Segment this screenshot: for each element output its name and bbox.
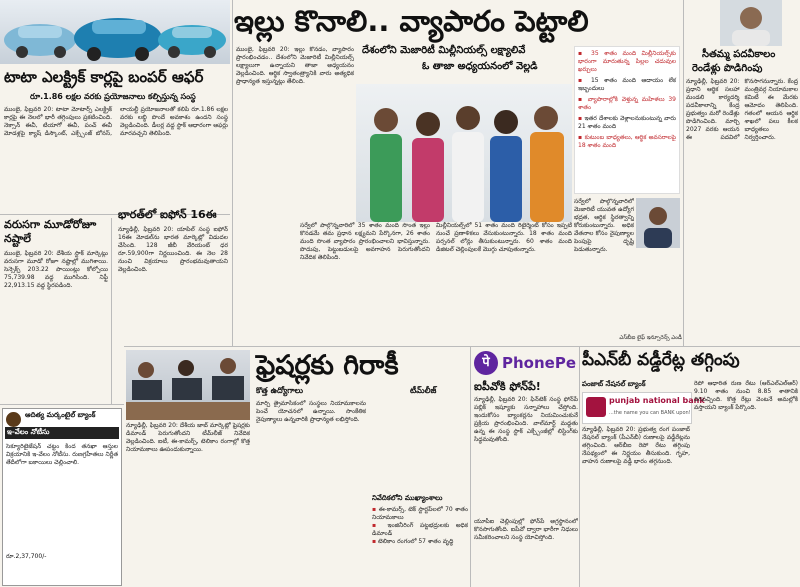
notice-body: సెక్యూరిటైజేషన్ చట్టం కింద తనఖా ఆస్తుల విక్రయానికి ఇ-వేలం నోటీసు. రుణగ్రహీతలు నిర్ణీత తేదీలోగా బకాయిలు చెల్లించాలి.	[6, 443, 118, 466]
executive-caption: ఎస్‌బీఐ లైఫ్ ఇన్సూరెన్స్ ఎండీ	[619, 335, 682, 341]
tata-body: ముంబై, ఫిబ్రవరి 20: టాటా మోటార్స్ ఎలక్ట్రిక్ కార్లపై ఈ నెలలో భారీ తగ్గింపులు ప్రకటించింది. నెక్సాన్ ఈవీ, టియాగో ఈవీ, పంచ్ ఈవీ మోడళ్లపై క్యాష్ డిస్కౌంట్, ఎక్స్చేంజ్ బోనస్, లాయల్టీ ప్రయోజనాలతో కలిపి రూ.1.86 లక్షల వరకు లబ్ధి పొందే అవకాశం ఉందని సంస్థ వెల్లడించింది. డీలర్ల వద్ద స్టాక్ ఆధారంగా ఆఫర్లు మారవచ్చని తెలిపింది.	[4, 106, 228, 137]
highlight-item: ▪ 35 శాతం మంది మిల్లీనియల్స్‌కు భారంగా మారుతున్న పిల్లల చదువుల ఖర్చులు	[578, 50, 676, 74]
pnb-body: న్యూఢిల్లీ, ఫిబ్రవరి 20: ప్రభుత్వ రంగ పంజాబ్ నేషనల్ బ్యాంక్ (పీఎన్‌బీ) రుణాలపై వడ్డీరేట్లను తగ్గించింది. ఆర్‌బీఐ రెపో రేటు తగ్గింపు నేపథ్యంలో ఈ నిర్ణయం తీసుకుంది. గృహ, వాహన రుణాలపై వడ్డీ భారం తగ్గనుంది.	[582, 426, 690, 465]
market-body: ముంబై, ఫిబ్రవరి 20: దేశీయ స్టాక్ మార్కెట్లు వరుసగా మూడో రోజూ నష్టాల్లో ముగిశాయి. సెన్సెక్స్ 203.22 పాయింట్లు కోల్పోయి 75,739.98 వద్ద ముగిసింది. నిఫ్టీ 22,913.15 వద్ద స్థిరపడింది.	[4, 250, 108, 289]
divider	[0, 404, 124, 405]
millennial-deck: దేశంలోని మెజారిటీ మిల్లీనియల్స్ లక్ష్యాలివే	[362, 45, 526, 56]
phonepe-body: న్యూఢిల్లీ, ఫిబ్రవరి 20: ఫిన్‌టెక్ సంస్థ ఫోన్‌పే పబ్లిక్ ఇష్యూకు సన్నాహాలు చేస్తోంది. ఇందుకోసం బ్యాంకర్లను నియమించుకునే ప్రక్రియ ప్రారంభించింది. వాల్‌మార్ట్ మద్దతు ఉన్న ఈ సంస్థ స్టాక్ ఎక్స్చేంజీల్లో లిస్టింగ్‌కు సిద్ధమవుతోంది.	[474, 396, 578, 443]
cars-illustration	[0, 0, 230, 64]
highlight-item: ▪ ఇతర దేశాలకు వెళ్లాలనుకుంటున్న వారు 21 శాతం మంది	[578, 115, 676, 131]
bank-name: ఆదిత్య మర్కంటైల్ బ్యాంక్	[25, 411, 96, 419]
pnb-logo-text: punjab national bank	[609, 396, 705, 405]
phonepe-logo	[474, 350, 574, 376]
nirmala-headline: సీతమ్మ పదవీకాలం	[702, 49, 776, 60]
highlight-item: ▪ వ్యాపారాల్లోకి వెళ్తున్న మహిళలు 39 శాతం	[578, 96, 676, 112]
official-photo	[720, 0, 782, 46]
divider	[111, 218, 112, 404]
notice-ad	[2, 408, 122, 586]
executive-photo	[636, 198, 680, 248]
freshers-highlights	[372, 506, 468, 584]
freshers-body-2: మార్చి త్రైమాసికంలో సంస్థలు నియామకాలను పెంచే యోచనలో ఉన్నాయి. సాంకేతిక నైపుణ్యాలు ఉన్నవారికి ప్రాధాన్యత లభిస్తోంది.	[256, 400, 366, 423]
person-icon	[720, 0, 782, 46]
person-icon	[636, 198, 680, 248]
pnb-tagline: ...the name you can BANK upon!	[609, 410, 691, 416]
tata-deck: రూ.1.86 లక్షల వరకు ప్రయోజనాలు కల్పిస్తున్న సంస్థ	[30, 92, 196, 101]
phonepe-logo-mark: पे	[474, 351, 498, 375]
millennial-highlights	[574, 46, 680, 194]
nirmala-headline2: రెండేళ్లు పొడిగింపు	[692, 63, 763, 74]
nirmala-body: న్యూఢిల్లీ, ఫిబ్రవరి 20: ప్రధాని ఆర్థిక సలహా మండలి కార్యదర్శి పదవీకాలాన్ని కేంద్ర ప్రభుత్వం మరో రెండేళ్లు పొడిగించింది. మార్చి 2027 వరకు ఆయన ఈ పదవిలో కొనసాగనున్నారు. కేంద్ర మంత్రివర్గ నియామకాల కమిటీ ఈ మేరకు ఆమోదం తెలిపింది. గతంలో ఆయన ఆర్థిక శాఖలో పలు కీలక బాధ్యతలు నిర్వర్తించారు.	[686, 78, 798, 141]
highlight-item: ▪ కుటుంబ బాధ్యతలు, ఆర్థిక అవసరాలపై 18 శాతం మంది	[578, 134, 676, 150]
pnb-body-2: రెపో ఆధారిత రుణ రేటు (ఆర్‌ఎల్‌ఎల్‌ఆర్) 9.10 శాతం నుంచి 8.85 శాతానికి దిగివచ్చింది. కొత్త రేట్లు వెంటనే అమల్లోకి వస్తాయని బ్యాంక్ పేర్కొంది.	[694, 380, 798, 411]
office-illustration	[126, 350, 250, 420]
divider	[232, 0, 233, 346]
millennial-body-2: సర్వేలో పాల్గొన్నవారిలో 35 శాతం మంది సొంత ఇల్లు కొనడమే తమ ప్రధాన లక్ష్యమని పేర్కొనగా, 26 శాతం మంది సొంత వ్యాపారం ప్రారంభించాలని భావిస్తున్నారు. పొదుపు, పెట్టుబడులపై అవగాహన పెరుగుతోందని నివేదిక తెలిపింది.	[300, 222, 430, 261]
millennial-headline: ఇల్లు కొనాలి.. వ్యాపారం పెట్టాలి	[234, 4, 589, 38]
students-illustration	[356, 84, 572, 222]
pnb-headline: పీఎన్‌బీ వడ్డీరేట్ల తగ్గింపు	[582, 350, 740, 370]
divider	[579, 346, 580, 587]
freshers-headline: ఫ్రెషర్లకు గిరాకీ	[256, 350, 399, 381]
freshers-sub: నివేదికలోని ముఖ్యాంశాలు	[372, 494, 443, 502]
pnb-logo	[582, 392, 705, 424]
divider	[470, 346, 471, 587]
millennial-body-1: ముంబై, ఫిబ్రవరి 20: ఇల్లు కొనడం, వ్యాపారం ప్రారంభించడం.. దేశంలోని మెజారిటీ మిల్లీనియల్స్ లక్ష్యాలుగా ఉన్నాయని తాజా అధ్యయనం వెల్లడించింది. ఆర్థిక స్వాతంత్ర్యానికి వారు అత్యధిక ప్రాధాన్యత ఇస్తున్నట్లు తేలింది.	[236, 46, 354, 85]
freshers-deck: కొత్త ఉద్యోగాలు	[256, 386, 304, 395]
phonepe-headline: ఐపీవోకి ఫోన్‌పే!	[474, 380, 541, 393]
iphone-body: న్యూఢిల్లీ, ఫిబ్రవరి 20: యాపిల్ సంస్థ ఐఫోన్ 16ఈ మోడల్‌ను భారత మార్కెట్లో విడుదల చేసింది. 128 జీబీ వేరియంట్ ధర రూ.59,900గా నిర్ణయించింది. ఈ నెల 28 నుంచి విక్రయాలు ప్రారంభమవుతాయని వెల్లడించింది.	[118, 226, 228, 273]
millennial-deck2: ఓ తాజా అధ్యయనంలో వెల్లడి	[422, 61, 538, 72]
divider	[124, 346, 800, 347]
freshers-byline: టీమ్‌లీజ్	[410, 386, 437, 395]
highlight-item: ▪ 15 శాతం మంది ఆదాయం లేక ఇబ్బందులు	[578, 77, 676, 93]
phonepe-body-2: యూపీఐ చెల్లింపుల్లో ఫోన్‌పే అగ్రస్థానంలో కొనసాగుతోంది. ఐపీవో ద్వారా భారీగా నిధులు సమీకరించాలని సంస్థ యోచిస్తోంది.	[474, 518, 578, 541]
highlight-item: ▪ ఈ-కామర్స్, టెక్ స్టార్టప్‌లలో 70 శాతం నియామకాలు	[372, 506, 468, 522]
highlight-item: ▪ టెలికాం రంగంలో 57 శాతం వృద్ధి	[372, 538, 468, 546]
highlight-item: ▪ ఇంజినీరింగ్ పట్టభద్రులకు అధిక డిమాండ్	[372, 522, 468, 538]
tata-cars-photo	[0, 0, 230, 64]
freshers-body-1: న్యూఢిల్లీ, ఫిబ్రవరి 20: దేశీయ జాబ్ మార్కెట్లో ఫ్రెషర్లకు డిమాండ్ పెరుగుతోందని టీమ్‌లీజ్ నివేదిక వెల్లడించింది. ఐటీ, ఈ-కామర్స్, టెలికాం రంగాల్లో కొత్త నియామకాలు ఊపందుకున్నాయి.	[126, 422, 250, 453]
iphone-headline: భారత్‌లో ఐఫోన్ 16ఈ	[118, 208, 217, 221]
phonepe-brand: PhonePe	[502, 354, 576, 372]
market-headline: వరుసగా మూడోరోజూ నష్టాలే	[4, 218, 97, 245]
divider	[683, 0, 684, 346]
notice-amount: రూ.2,37,700/-	[6, 553, 47, 560]
notice-title: ఇ-వేలం నోటీసు	[5, 427, 119, 439]
pnb-logo-mark	[586, 397, 606, 417]
students-photo	[356, 84, 572, 222]
millennial-body-3: మిల్లీనియల్స్‌లో 51 శాతం మంది రిటైర్మెంట్ కోసం ఇప్పటి నుంచే ప్రణాళికలు వేసుకుంటున్నారు. 18 శాతం మంది పర్సనల్ లోన్లు తీసుకుంటున్నారు. 60 శాతం మంది డిజిటల్ చెల్లింపులకే మొగ్గు చూపుతున్నారు.	[436, 222, 572, 253]
tata-headline: టాటా ఎలక్ట్రిక్ కార్లపై బంపర్ ఆఫర్	[4, 68, 204, 86]
office-photo	[126, 350, 250, 420]
bank-logo	[6, 412, 21, 427]
millennial-body-4: సర్వేలో పాల్గొన్నవారిలో మెజారిటీ యువత ఉద్యోగ భద్రత, ఆర్థిక స్థిరత్వాన్ని కోరుకుంటున్నారు. అధిక వేతనాల కోసం నైపుణ్యాల పెంపుపై దృష్టి పెడుతున్నారు.	[574, 198, 634, 253]
pnb-deck: పంజాబ్ నేషనల్ బ్యాంక్	[582, 380, 646, 388]
